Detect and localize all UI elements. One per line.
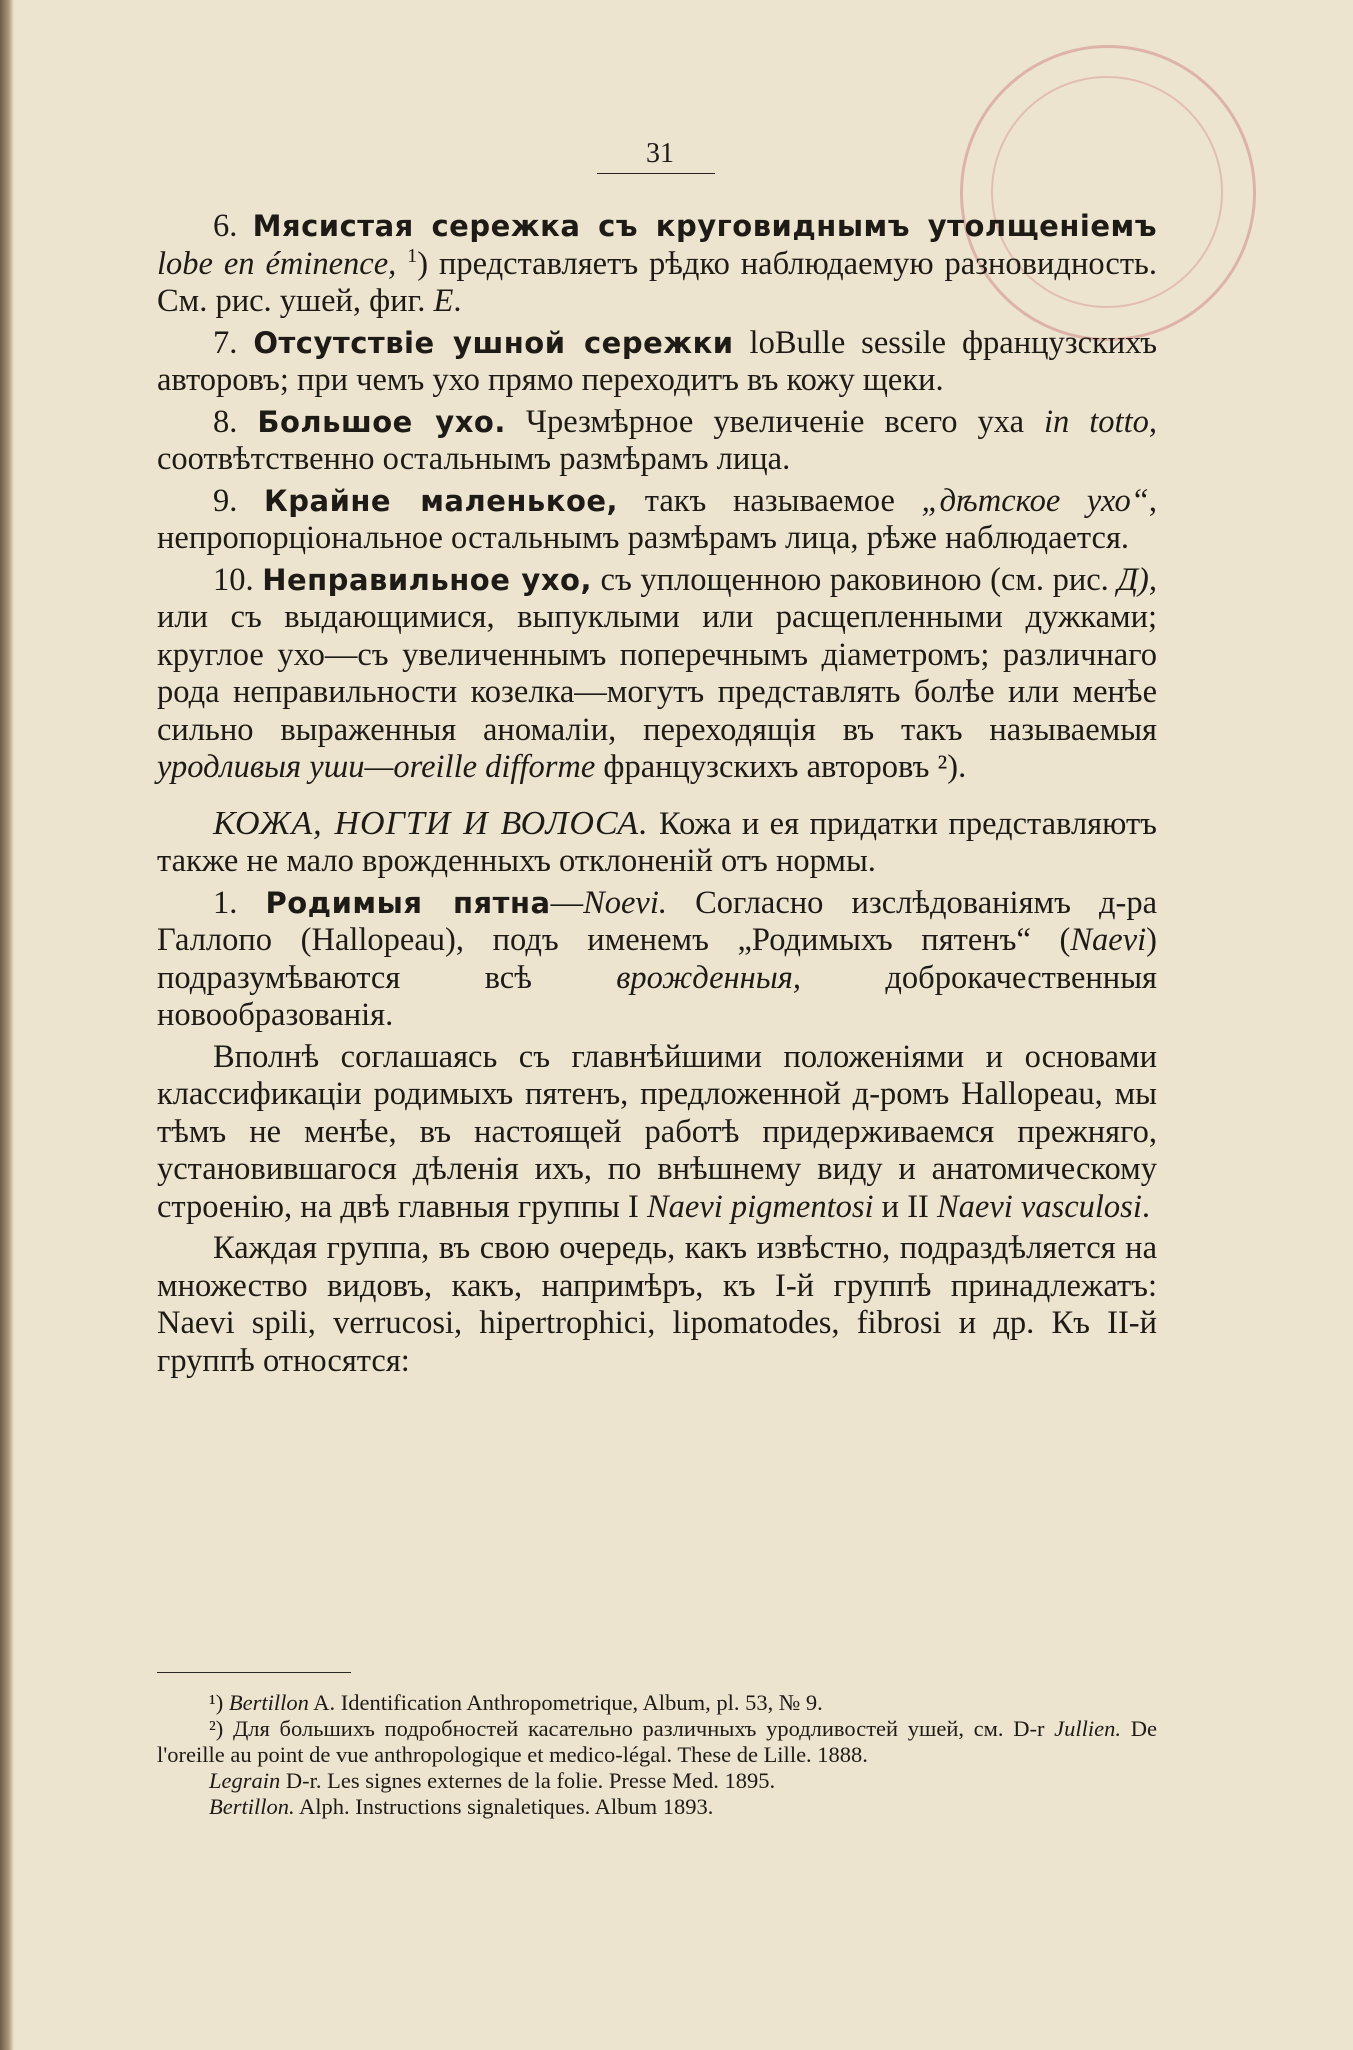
text-run: . — [453, 283, 462, 319]
author-name: Jullien. — [1054, 1716, 1122, 1741]
text-run: D-r. Les signes externes de la folie. Presse Med. 1895. — [280, 1768, 776, 1793]
text-run: . — [1141, 1188, 1150, 1225]
item-number: 7. — [213, 324, 254, 361]
author-name: Legrain — [209, 1768, 281, 1793]
text-run: Кожа и ея придатки представляютъ также не мало врожденныхъ отклоненій отъ нормы. — [157, 805, 1157, 879]
author-name: Bertillon. — [209, 1794, 295, 1819]
paragraph-8 — [157, 404, 1157, 479]
text-run: французскихъ авторовъ ²). — [595, 749, 967, 785]
italic-term: уродливыя уши—oreille difforme — [157, 749, 596, 785]
italic-term: in totto, — [1044, 403, 1157, 440]
text-run: loBulle sessile французскихъ авторовъ; при чемъ ухо прямо переходитъ въ кожу щеки. — [157, 324, 1158, 398]
body-text — [157, 208, 1157, 1384]
item-heading: Отсутствіе ушной сережки — [253, 325, 734, 360]
page-number: 31 — [646, 138, 674, 169]
section-skin-nails-hair — [157, 805, 1157, 881]
item-number: 10. — [213, 561, 263, 598]
item-heading: Неправильное ухо, — [262, 562, 592, 597]
text-run: или съ выдающимися, выпуклыми или расщепленными дужками; круглое ухо—съ увеличеннымъ поперечнымъ діаметромъ; различнаго рода неправильности козелка—могутъ представлять болѣе или менѣе сильно выраженныя аномаліи, переходящія въ такъ называемыя — [157, 599, 1157, 748]
paragraph-classification — [157, 1039, 1157, 1227]
italic-term: Naevi vasculosi — [936, 1188, 1142, 1225]
paragraph-10 — [157, 562, 1157, 787]
paragraph-birthmarks — [157, 885, 1157, 1035]
item-number: 1. — [213, 884, 266, 921]
item-number: 8. — [213, 403, 258, 440]
text-run: A. Identification Anthropometrique, Album, pl. 53, № 9. — [308, 1690, 823, 1715]
italic-term: Naevi — [1070, 922, 1147, 958]
paragraph-9 — [157, 483, 1157, 558]
text-run: соотвѣтственно остальнымъ размѣрамъ лица. — [157, 441, 791, 477]
item-heading: Большое ухо. — [257, 404, 506, 439]
text-run: Вполнѣ соглашаясь съ главнѣйшими положеніями и основами классификаціи родимыхъ пятенъ, предложенной д-ромъ Hallopeau, мы тѣмъ не менѣе, въ настоящей работѣ придерживаемся прежняго, установившагося дѣленія ихъ, по внѣшнему виду и анатомическому строенію, на двѣ главныя группы I — [157, 1038, 1157, 1225]
item-heading: Крайне маленькое, — [264, 483, 619, 518]
text-run: и II — [873, 1188, 937, 1225]
paragraph-groups — [157, 1230, 1157, 1380]
text-run: доброкачественныя новообразованія. — [157, 959, 1157, 1033]
footnote-mark: ²) — [209, 1716, 233, 1741]
italic-term: Noevi. — [583, 884, 668, 921]
item-number: 6. — [213, 208, 253, 244]
footnote-2 — [157, 1716, 1157, 1768]
page-number-rule — [597, 173, 715, 174]
text-run: Согласно изслѣдованіямъ д-ра Галлопо (Hallopeau), подъ именемъ „Родимыхъ пятенъ“ ( — [157, 884, 1158, 958]
text-run: De l'oreille au point de vue anthropologique et medico-légal. These de Lille. 1888. — [157, 1716, 1157, 1767]
item-heading: Родимыя пятна — [265, 885, 551, 920]
footnote-1 — [157, 1690, 1157, 1716]
paragraph-7 — [157, 325, 1157, 400]
text-run: Для большихъ подробностей касательно различныхъ уродливостей ушей, см. D-r — [232, 1716, 1055, 1741]
paragraph-6 — [157, 208, 1157, 321]
italic-term: lobe en éminence, — [157, 245, 397, 282]
italic-term: Naevi pigmentosi — [646, 1188, 874, 1225]
page-spine-shadow — [0, 0, 14, 2050]
text-run: ) представляетъ рѣдко наблюдаемую разновидность. См. рис. ушей, фиг. — [157, 245, 1157, 319]
text-run: Каждая группа, въ свою очередь, какъ извѣстно, подраздѣляется на множество видовъ, какъ, напримѣръ, къ I-й группѣ принадлежатъ: Naevi spili, verrucosi, hipertrophici, lipomatodes, fibrosi и др. Къ II-й группѣ относятся: — [157, 1230, 1157, 1379]
italic-term: E — [433, 283, 454, 319]
footnote-mark: ¹) — [209, 1690, 229, 1715]
text-run: съ уплощенною раковиною (см. рис. — [591, 561, 1118, 598]
italic-term: Д), — [1117, 561, 1158, 598]
italic-term: „дѣтское ухо“ — [921, 482, 1149, 519]
section-heading: КОЖА, НОГТИ И ВОЛОСА. — [213, 804, 649, 842]
footnote-marker: 1 — [407, 244, 418, 267]
text-run: Alph. Instructions signaletiques. Album 1893. — [294, 1794, 714, 1819]
item-heading: Мясистая сережка съ круговиднымъ утолщеніемъ — [252, 209, 1157, 243]
footnote-2-ref-2 — [157, 1768, 1157, 1794]
footnotes — [157, 1690, 1157, 1820]
text-run: , непропорціональное остальнымъ размѣрамъ лица, рѣже наблюдается. — [157, 482, 1157, 556]
footnote-rule — [157, 1672, 351, 1673]
text-run: ) подразумѣваются всѣ — [157, 922, 1157, 996]
text-run: Чрезмѣрное увеличеніе всего уха — [505, 403, 1045, 440]
text-run: — — [550, 884, 584, 921]
footnote-2-ref-3 — [157, 1794, 1157, 1820]
item-number: 9. — [213, 482, 265, 519]
author-name: Bertillon — [228, 1690, 309, 1715]
text-run: такъ называемое — [618, 482, 922, 519]
italic-term: врожденныя, — [616, 959, 802, 996]
